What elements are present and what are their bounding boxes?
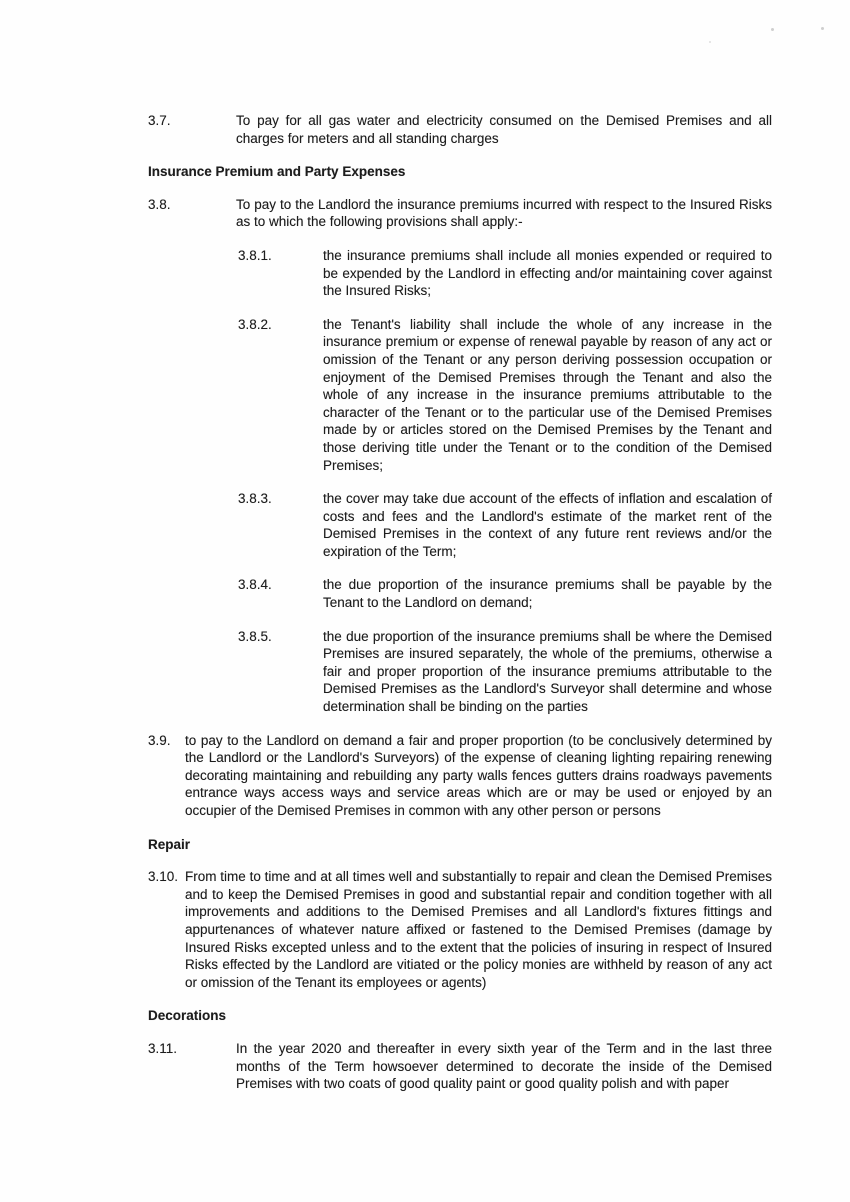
section-heading-decorations: Decorations — [148, 1008, 227, 1024]
subclause-3-8-2 — [238, 316, 772, 474]
clause-text: To pay to the Landlord the insurance premiums incurred with respect to the Insured Risks as to which the following provisions shall apply:- — [236, 196, 772, 230]
scan-speck — [771, 28, 774, 31]
document-body — [148, 112, 772, 1109]
scan-speck — [821, 27, 824, 30]
subclause-text: the due proportion of the insurance premiums shall be payable by the Tenant to the Landlord on demand; — [323, 577, 772, 611]
clause-3-10 — [148, 868, 772, 991]
clause-number: 3.8. — [148, 196, 171, 212]
section-heading-repair: Repair — [148, 836, 191, 852]
clause-3-7 — [148, 112, 772, 147]
clause-text: In the year 2020 and thereafter in every sixth year of the Term and in the last three months of the Term howsoever determined to decorate the inside of the Demised Premises with two coats of good quality paint or good quality polish and with paper — [236, 1040, 772, 1092]
clause-3-11 — [148, 1040, 772, 1093]
clause-number: 3.11. — [148, 1040, 178, 1056]
clause-text: to pay to the Landlord on demand a fair and proper proportion (to be conclusively determined by the Landlord or the Landlord's Surveyors) of the expense of cleaning lighting repairing renewing decorating maintaining and rebuilding any party walls fences gutters drains roadways pavements entrance ways access ways and service areas which are or may be used or enjoyed by an occupier of the Demised Premises in common with any other person or persons — [185, 732, 772, 818]
subclause-number: 3.8.1. — [238, 247, 272, 263]
clause-number: 3.7. — [148, 113, 171, 128]
subclause-number: 3.8.4. — [238, 577, 272, 593]
scan-speck — [709, 41, 711, 43]
subclause-text: the Tenant's liability shall include the whole of any increase in the insurance premium or expense of renewal payable by reason of any act or omission of the Tenant or any person deriving possession occupation or enjoyment of the Demised Premises through the Tenant and also the whole of any increase in the insurance premiums attributable to the character of the Tenant or to the particular use of the Demised Premises made by or articles stored on the Demised Premises by the Tenant and those deriving title under the Tenant or to the condition of the Demised Premises; — [323, 316, 772, 473]
clause-3-8 — [148, 196, 772, 231]
clause-text: To pay for all gas water and electricity consumed on the Demised Premises and all charges for meters and all standing charges — [236, 113, 772, 146]
subclause-text: the cover may take due account of the effects of inflation and escalation of costs and fees and the Landlord's estimate of the market rent of the Demised Premises in the context of any future rent reviews and/or the expiration of the Term; — [323, 491, 772, 559]
clause-3-9 — [148, 732, 772, 820]
subclause-3-8-4 — [238, 576, 772, 611]
subclause-3-8-1 — [238, 247, 772, 300]
clause-number: 3.10. — [148, 869, 179, 885]
subclause-text: the insurance premiums shall include all monies expended or required to be expended by the Landlord in effecting and/or maintaining cover against the Insured Risks; — [323, 247, 772, 299]
subclause-text: the due proportion of the insurance premiums shall be where the Demised Premises are insured separately, the whole of the premiums, otherwise a fair and proper proportion of the insurance premiums attributable to the Demised Premises as the Landlord's Surveyor shall determine and whose determination shall be binding on the parties — [323, 628, 772, 715]
subclause-number: 3.8.3. — [238, 491, 272, 507]
clause-number: 3.9. — [148, 732, 171, 748]
section-heading-insurance-premium: Insurance Premium and Party Expenses — [148, 164, 406, 180]
clause-text: From time to time and at all times well and substantially to repair and clean the Demised Premises and to keep the Demised Premises in good and substantial repair and condition together with all improvements and additions to the Demised Premises and all Landlord's fixtures fittings and appurtenances of whatever nature affixed or fastened to the Demised Premises (damage by Insured Risks excepted unless and to the extent that the policies of insuring in respect of Insured Risks effected by the Landlord are vitiated or the policy monies are withheld by reason of any act or omission of the Tenant its employees or agents) — [185, 869, 772, 990]
subclause-number: 3.8.2. — [238, 316, 272, 332]
subclause-number: 3.8.5. — [238, 628, 272, 644]
subclause-3-8-3 — [238, 490, 772, 560]
subclause-3-8-5 — [238, 628, 772, 716]
